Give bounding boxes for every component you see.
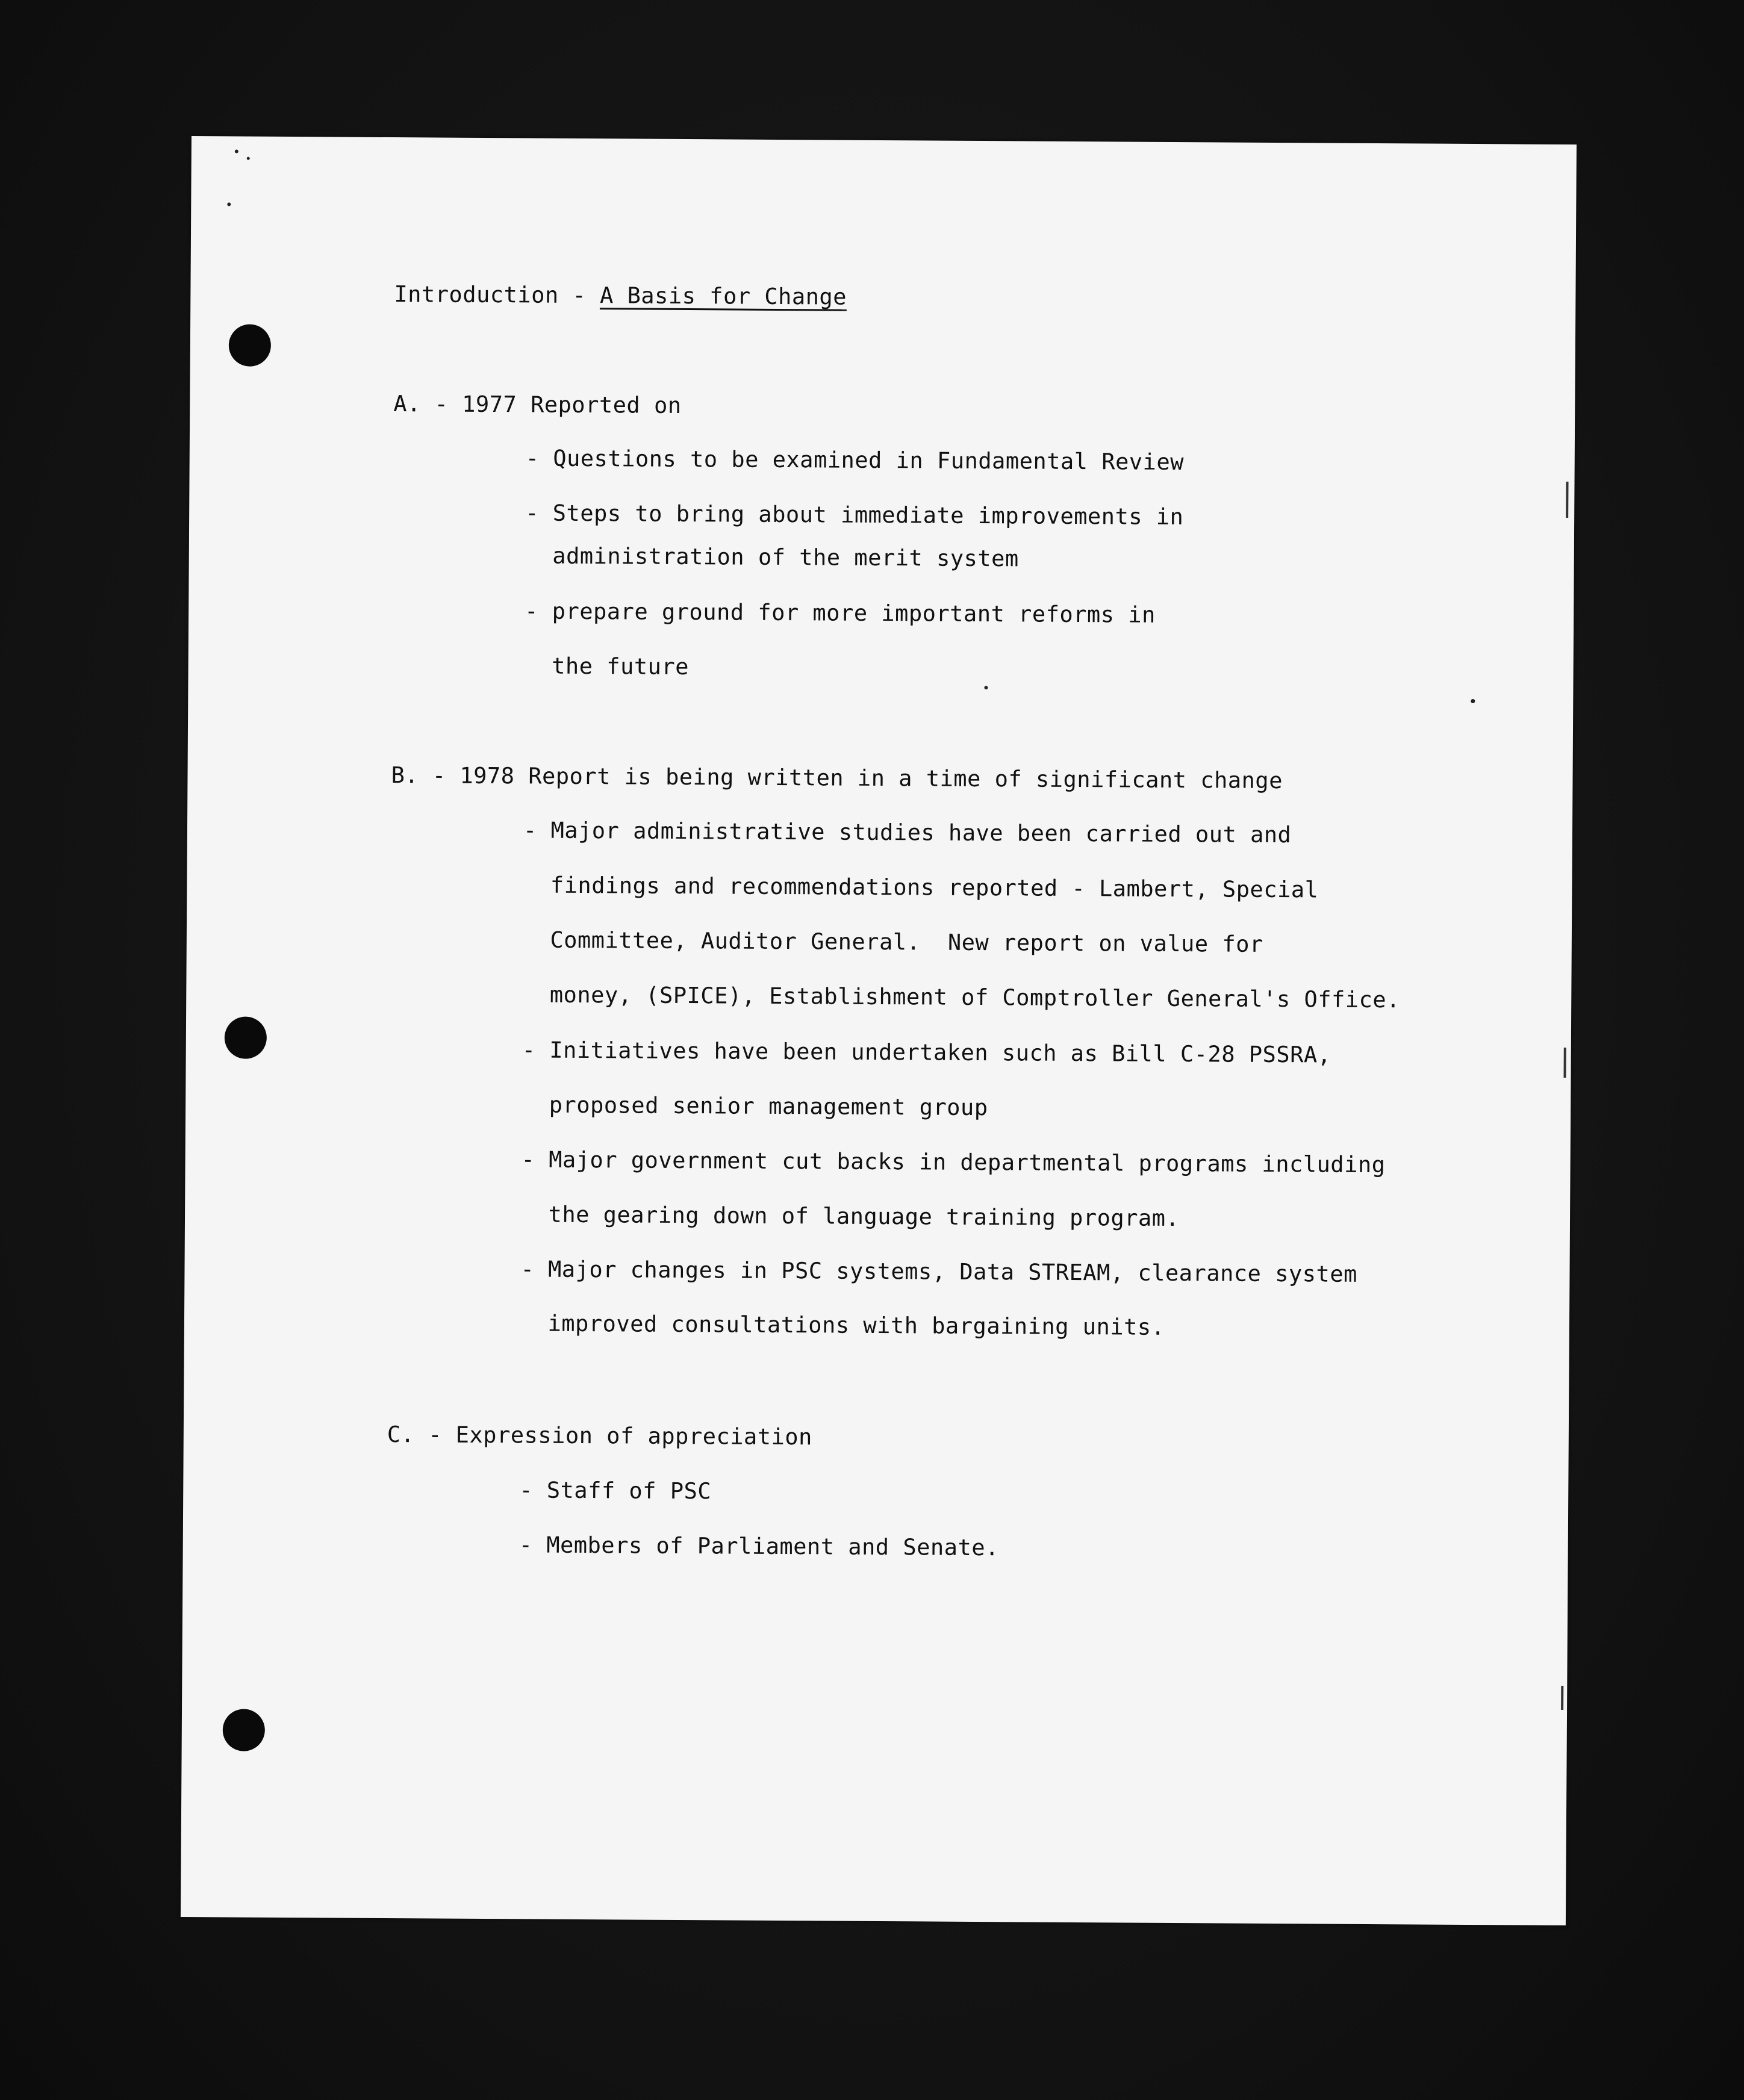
section-b-line: - Major changes in PSC systems, Data STREAM, clearance system [520,1256,1357,1287]
section-a-marker: A. - 1977 Reported on [393,391,682,418]
heading-title: A Basis for Change [599,282,847,310]
scan-speck [227,202,231,206]
edge-mark [1563,1048,1566,1078]
scan-speck [1471,699,1475,703]
punch-hole-top [229,324,271,366]
section-c-line: - Staff of PSC [519,1477,712,1505]
section-a-line: the future [524,653,690,680]
page-heading [394,283,847,308]
heading-prefix: Introduction - [394,281,600,309]
section-b-marker: B. - 1978 Report is being written in a time of significant change [391,762,1283,794]
section-b-line: findings and recommendations reported - Lambert, Special [523,872,1319,903]
section-c-line: - Members of Parliament and Senate. [519,1532,999,1561]
section-b-line: proposed senior management group [522,1092,988,1121]
section-b-line: improved consultations with bargaining units. [520,1310,1165,1340]
scan-speck [984,686,988,689]
edge-mark [1566,482,1568,518]
edge-mark [1561,1686,1563,1710]
section-b-line: the gearing down of language training program. [520,1201,1180,1232]
section-a-line: - Questions to be examined in Fundamental Review [525,445,1185,476]
scan-speck [235,149,238,153]
section-b-line: Committee, Auditor General. New report on value for [522,927,1263,957]
section-b-line: - Major government cut backs in departmental programs including [521,1146,1386,1178]
scan-speck [247,157,250,160]
section-b-line: - Initiatives have been undertaken such as Bill C-28 PSSRA, [522,1037,1331,1068]
document-page [181,136,1577,1925]
section-b-line: - Major administrative studies have been carried out and [523,817,1292,848]
section-a-line: - Steps to bring about immediate improvements in [525,500,1184,530]
section-c-marker: C. - Expression of appreciation [387,1421,813,1450]
section-a-line: administration of the merit system [525,542,1019,572]
punch-hole-bottom [223,1709,265,1751]
punch-hole-middle [225,1016,267,1058]
section-b-line: money, (SPICE), Establishment of Comptroller General's Office. [522,981,1401,1013]
section-a-line: - prepare ground for more important reforms in [525,598,1156,628]
